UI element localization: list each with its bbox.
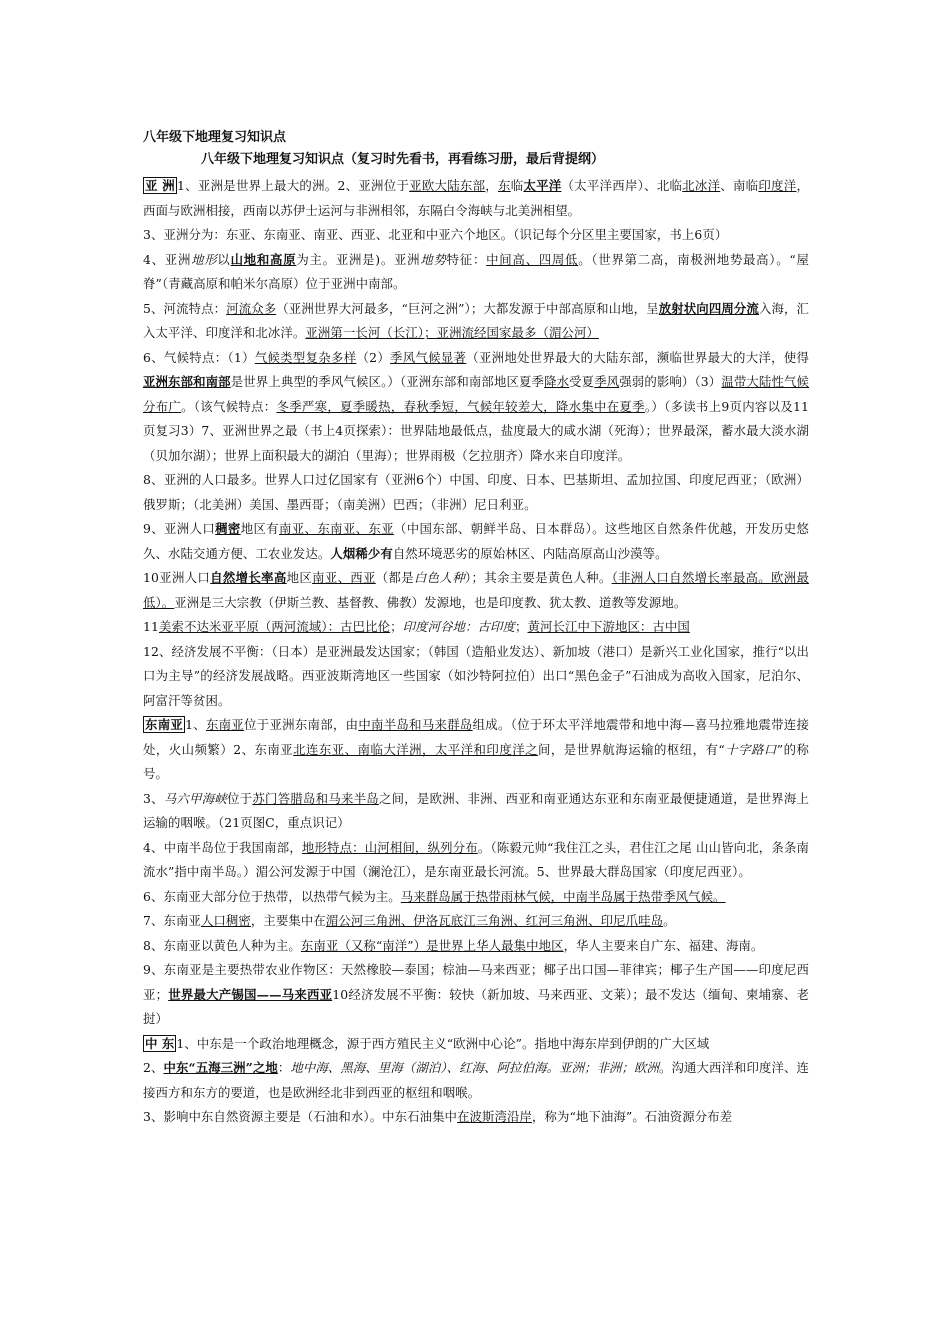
paragraph (143, 1105, 809, 1130)
section-heading-asia: 亚 洲 (145, 178, 175, 193)
text-run: 南亚、东南亚、东亚 (279, 521, 394, 536)
paragraph (143, 297, 809, 346)
text-run: 。）（多读书上9页内容以及11页复习3）7、亚洲世界之最（书上4页探索）：世界陆地最低点，盐度最大的咸水湖（死海）；世界最深，蓄水最大淡水湖（贝加尔湖）；世界上面积最大的湖泊（里海）；世界雨极（乞拉朋齐）降水来自印度洋。 (143, 398, 809, 463)
text-run: 地势 (420, 251, 447, 267)
text-run: 黄河长江中下游地区：古中国 (527, 619, 690, 634)
text-run: 人口稠密 (200, 913, 251, 928)
paragraph (143, 517, 809, 566)
text-run: （非洲人口自然增长率最高。欧洲最低）。 (143, 570, 810, 610)
text-run: 6、气候特点：（1） (143, 349, 255, 365)
text-run: 位于 (227, 790, 253, 806)
text-run: 入海，汇入太平洋、印度洋和北冰洋。 (143, 300, 810, 340)
text-run: 。（陈毅元帅“我住江之头，君住江之尾 山山皆向北，条条南流水”指中南半岛。）湄公河发源于中国（澜沧江），是东南亚最长河流。5、世界最大群岛国家（印度尼西亚）。 (143, 839, 809, 879)
text-run: 、南临 (720, 178, 759, 193)
paragraph (143, 1056, 809, 1105)
text-run: 印度河谷地：古印度 (402, 619, 516, 634)
text-run: 1、 (185, 717, 206, 732)
text-run: 东 (498, 178, 511, 193)
paragraph (143, 223, 809, 248)
text-run: 自然增长率高 (210, 570, 287, 585)
paragraph (143, 248, 809, 297)
text-run: 太平洋 (523, 178, 562, 193)
text-run: 8、东南亚以黄色人种为主。 (143, 937, 301, 953)
section-heading-southeast-asia: 东南亚 (145, 717, 184, 732)
text-run: 湄公河三角洲、伊洛瓦底江三角洲、红河三角洲、印尼爪哇岛 (325, 913, 664, 928)
paragraph (143, 640, 809, 714)
paragraph (143, 346, 809, 469)
text-run: ，主要集中在 (250, 913, 326, 928)
text-run: 地区 (286, 570, 313, 585)
section-heading-middle-east: 中 东 (145, 1035, 175, 1051)
text-run: 苏门答腊岛和马来半岛 (252, 790, 379, 806)
document-title: 八年级下地理复习知识点 (143, 130, 287, 145)
text-run: 9、东南亚是主要热带农业作物区：天然橡胶—泰国；棕油—马来西亚；椰子出口国—菲律宾；椰子生产国——印度尼西亚； (143, 962, 809, 1002)
text-run: （都是 (375, 570, 415, 585)
paragraph (143, 174, 809, 223)
text-run: 10经济发展不平衡：较快（新加坡、马来西亚、文莱）；最不发达（缅甸、柬埔寨、老挝） (143, 986, 810, 1026)
text-run: 世界最大产锡国——马来西亚 (168, 986, 333, 1002)
text-run: 7、东南亚 (143, 913, 201, 928)
text-run: 放射状向四周分流 (658, 300, 759, 316)
text-run: 3、 (143, 790, 164, 806)
text-run: 温带大陆性气候分布广 (143, 374, 810, 414)
paragraph (143, 1032, 809, 1057)
section-asia (143, 174, 809, 713)
text-run: ，西面与欧洲相接，西南以苏伊士运河与非洲相邻，东隔白令海峡与北美洲相望。 (143, 178, 809, 218)
text-run: 马来群岛属于热带雨林气候，中南半岛属于热带季风气候。 (400, 888, 726, 904)
text-run: 12、经济发展不平衡：（日本）是亚洲最发达国家；（韩国（造船业发达）、新加坡（港口）是新兴工业化国家，推行“以出口为主导”的经济发展战略。西亚波斯湾地区一些国家（如沙特阿拉伯）出口“黑色金子”石油成为高收入国家，尼泊尔、阿富汗等贫困。 (143, 643, 809, 708)
text-run: 美索不达米亚平原（两河流域）：古巴比伦 (158, 619, 391, 634)
paragraph (143, 615, 809, 640)
text-run: 1、中东是一个政治地理概念，源于西方殖民主义“欧洲中心论”。指地中海东岸到伊朗的广大区域 (176, 1035, 710, 1051)
text-run: 稠密 (215, 521, 241, 536)
text-run: 特征： (446, 251, 487, 267)
text-run: 东南亚（又称“南洋”）是世界上华人最集中地区 (300, 937, 564, 953)
text-run: 亚洲第一长河（长江）；亚洲流经国家最多（湄公河） (305, 325, 599, 340)
text-run: 十字路口 (724, 741, 777, 757)
text-run: 印度洋 (758, 178, 797, 193)
text-run: 地形特点：山河相间，纵列分布 (301, 839, 478, 855)
text-run: 中南半岛和马来群岛 (358, 717, 473, 732)
text-run: 10亚洲人口 (143, 570, 211, 585)
text-run: 8、亚洲的人口最多。世界人口过亿国家有（亚洲6个）中国、印度、日本、巴基斯坦、孟加拉国、印度尼西亚；（欧洲）俄罗斯；（北美洲）美国、墨西哥；（南美洲）巴西；（非洲）尼日利亚。 (143, 472, 809, 512)
text-run: 是世界上典型的季风气候区。）（亚洲东部和南部地区夏季 (230, 374, 545, 389)
paragraph (143, 909, 809, 934)
document-subtitle: 八年级下地理复习知识点（复习时先看书，再看练习册，最后背提纲） (201, 152, 605, 167)
section-southeast-asia (143, 713, 809, 1032)
text-run: 在波斯湾沿岸 (457, 1109, 533, 1124)
text-run: 河流众多 (226, 300, 277, 316)
document-page (143, 128, 809, 1130)
text-run: 亚洲是三大宗教（伊斯兰教、基督教、佛教）发源地，也是印度教、犹太教、道教等发源地。 (174, 594, 687, 610)
text-run: 为主。亚洲是)。亚洲 (296, 251, 421, 267)
text-run: ，称为“地下油海”。石油资源分布差 (532, 1109, 733, 1124)
text-run: 组成。（位于环太平洋地震带和地中海—喜马拉雅地震带连接处，火山频繁）2、东南亚 (143, 717, 809, 757)
text-run: 。沟通大西洋和印度洋、连接西方和东方的要道，也是欧洲经北非到西亚的枢纽和咽喉。 (143, 1060, 809, 1100)
text-run: 3、影响中东自然资源主要是（石油和水）。中东石油集中 (143, 1109, 458, 1124)
text-run: （中国东部、朝鲜半岛、日本群岛）。这些地区自然条件优越，开发历史悠久、水陆交通方便、工农业发达。 (143, 521, 810, 561)
text-run: （2） (356, 349, 391, 365)
text-run: 人烟稀少有 (330, 545, 393, 561)
text-run: 强弱的影响）（3） (619, 374, 722, 389)
text-run: 1、亚洲是世界上最大的洲。2、亚洲位于 (177, 178, 410, 193)
text-run: 北冰洋 (682, 178, 721, 193)
section-middle-east (143, 1032, 809, 1130)
text-run: 临 (510, 178, 524, 193)
text-run: ）；其余主要是黄色人种。 (464, 570, 612, 585)
text-run: 受夏 (569, 374, 595, 389)
text-run: 之间，是欧洲、非洲、西亚和南亚通达东亚和东南亚最便捷通道，是世界海上运输的咽喉。（21页图C，重点识记） (143, 790, 810, 830)
paragraph (143, 885, 809, 910)
text-run: （太平洋西岸）、北临 (561, 178, 683, 193)
text-run: 位于亚洲东南部，由 (244, 717, 359, 732)
text-run: 2、 (143, 1060, 164, 1075)
paragraph (143, 787, 809, 836)
paragraph (143, 566, 809, 615)
text-run: 5、河流特点： (143, 300, 227, 316)
text-run: ： (277, 1060, 291, 1075)
text-run: 山地和高原 (230, 251, 297, 267)
text-run: 地形 (191, 251, 218, 267)
text-run: ，华人主要来自广东、福建、海南。 (563, 937, 764, 953)
text-run: 。（世界第二高，南极洲地势最高）。“屋脊”（青藏高原和帕米尔高原）位于亚洲中南部。 (143, 251, 809, 291)
text-run: （亚洲世界大河最多，“巨河之洲”）；大都发源于中部高原和山地，呈 (276, 300, 659, 316)
text-run: 东南亚 (205, 717, 245, 732)
text-run: 中间高、四周低 (486, 251, 579, 267)
text-run: 白色人种 (414, 570, 465, 585)
text-run: 气候类型复杂多样 (254, 349, 357, 365)
paragraph (143, 934, 809, 959)
text-run: 地区有 (240, 521, 280, 536)
text-run: 。 (663, 913, 676, 928)
paragraph (143, 958, 809, 1032)
text-run: 11 (143, 619, 159, 634)
text-run: 3、亚洲分为：东亚、东南亚、南亚、西亚、北亚和中亚六个地区。（识记每个分区里主要国家，书上6页） (143, 227, 728, 242)
text-run: 。（该气候特点： (181, 398, 277, 414)
text-run: ； (515, 619, 528, 634)
text-run: 以 (217, 251, 231, 267)
paragraph (143, 713, 809, 787)
text-run: ； (390, 619, 403, 634)
text-run: 马六甲海峡 (163, 790, 228, 806)
text-run: 北连东亚、南临大洋洲，太平洋和印度洋之 (293, 741, 538, 757)
text-run: 季风气候显著 (390, 349, 467, 365)
paragraph (143, 836, 809, 885)
text-run: （亚洲地处世界最大的大陆东部，濒临世界最大的大洋，使得 (466, 349, 810, 365)
text-run: 4、中南半岛位于我国南部， (143, 839, 302, 855)
text-run: 地中海、黑海、里海（湖泊）、红海、阿拉伯海。亚洲；非洲；欧洲 (290, 1060, 660, 1075)
paragraph (143, 468, 809, 517)
text-run: 季风 (594, 374, 620, 389)
text-run: 4、亚洲 (143, 251, 192, 267)
text-run: 间，是世界航海运输的枢纽，有“ (537, 741, 725, 757)
text-run: 降水 (544, 374, 570, 389)
text-run: ， (485, 178, 498, 193)
text-run: ”的称号。 (143, 741, 809, 781)
text-run: 亚欧大陆东部 (409, 178, 486, 193)
text-run: 亚洲东部和南部 (143, 374, 231, 389)
text-run: 6、东南亚大部分位于热带，以热带气候为主。 (143, 888, 401, 904)
text-run: 中东“五海三洲”之地 (163, 1060, 278, 1075)
text-run: 南亚、西亚 (312, 570, 376, 585)
text-run: 自然环境恶劣的原始林区、内陆高原高山沙漠等。 (392, 545, 668, 561)
text-run: 冬季严寒，夏季暖热，春秋季短，气候年较差大，降水集中在夏季 (276, 398, 645, 414)
text-run: 9、亚洲人口 (143, 521, 216, 536)
